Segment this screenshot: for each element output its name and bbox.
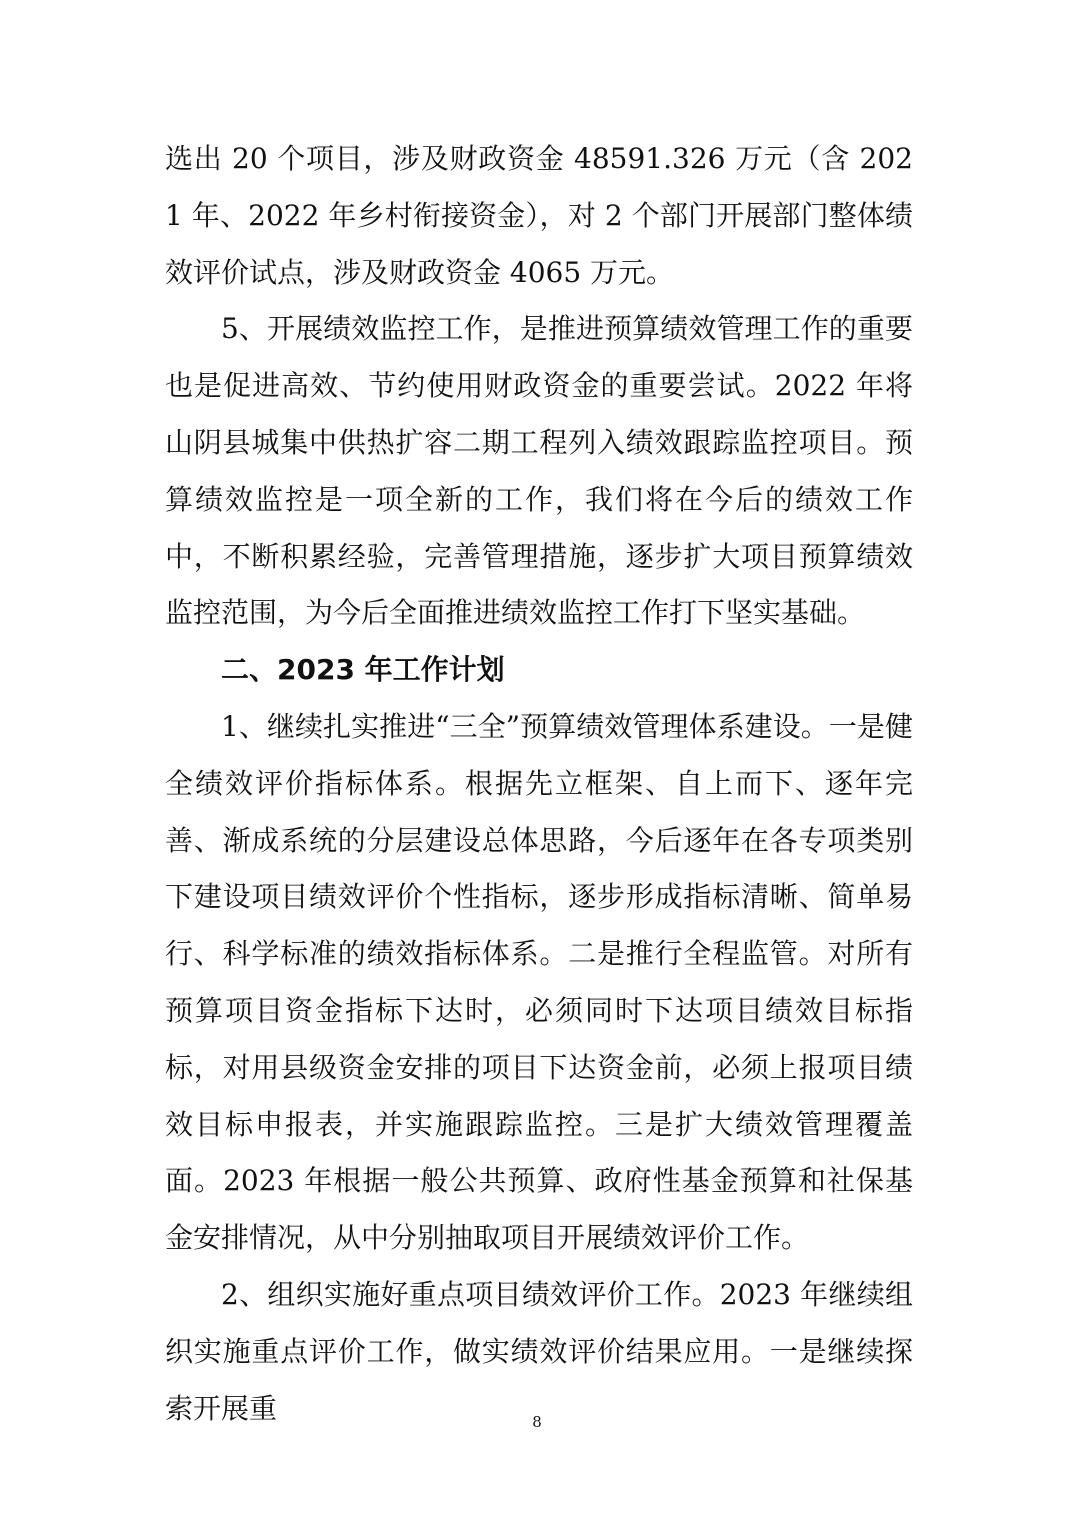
paragraph-plan-item-1: 1、继续扎实推进“三全”预算绩效管理体系建设。一是健全绩效评价指标体系。根据先立框架、自上而下、逐年完善、渐成系统的分层建设总体思路，今后逐年在各专项类别下建设项目绩效评价个性指标，逐步形成指标清晰、简单易行、科学标准的绩效指标体系。二是推行全程监管。对所有预算项目资金指标下达时，必须同时下达项目绩效目标指标，对用县级资金安排的项目下达资金前，必须上报项目绩效目标申报表，并实施跟踪监控。三是扩大绩效管理覆盖面。2023 年根据一般公共预算、政府性基金预算和社保基金安排情况，从中分别抽取项目开展绩效评价工作。: [165, 709, 913, 1255]
paragraph-item-5: 5、开展绩效监控工作，是推进预算绩效管理工作的重要也是促进高效、节约使用财政资金的重要尝试。2022 年将山阴县城集中供热扩容二期工程列入绩效跟踪监控项目。预算绩效监控是一项全新的工作，我们将在今后的绩效工作中，不断积累经验，完善管理措施，逐步扩大项目预算绩效监控范围，为今后全面推进绩效监控工作打下坚实基础。: [165, 312, 913, 630]
page-number: 8: [532, 1413, 542, 1431]
section-heading-2023-plan: 二、2023 年工作计划: [221, 653, 505, 687]
document-body: [165, 131, 913, 1437]
paragraph-continuation: 选出 20 个项目，涉及财政资金 48591.326 万元（含 2021 年、2022 年乡村衔接资金），对 2 个部门开展部门整体绩效评价试点，涉及财政资金 4065 万元。: [165, 142, 913, 289]
paragraph-plan-item-2: 2、组织实施好重点项目绩效评价工作。2023 年继续组织实施重点评价工作，做实绩效评价结果应用。一是继续探索开展重: [165, 1277, 913, 1425]
